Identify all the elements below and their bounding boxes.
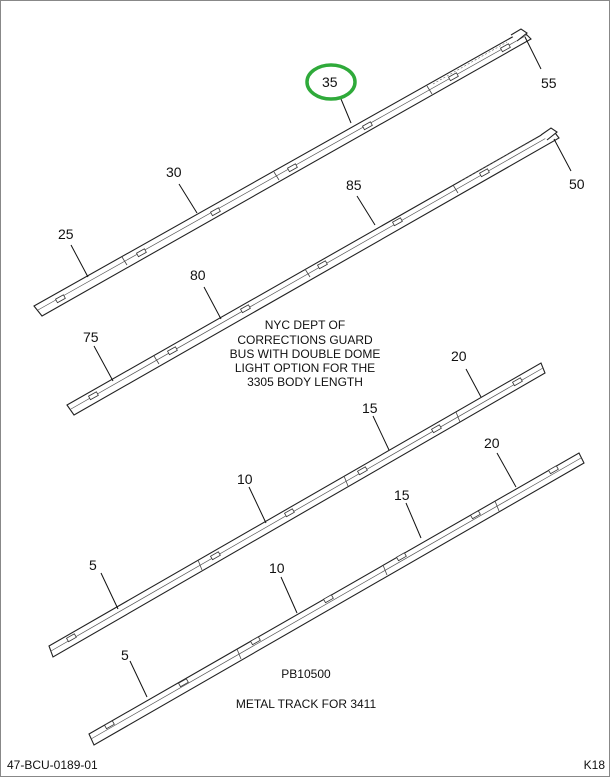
callout-15-a: 15	[362, 400, 378, 416]
callout-25: 25	[58, 226, 74, 242]
callout-75: 75	[83, 329, 99, 345]
parts-diagram	[1, 1, 610, 778]
callout-5-a: 5	[89, 557, 97, 573]
callout-20-b: 20	[484, 435, 500, 451]
document-id: 47-BCU-0189-01	[7, 758, 98, 772]
rail-1	[34, 29, 531, 316]
diagram-caption: METAL TRACK FOR 3411	[235, 697, 377, 711]
note-line-2: CORRECTIONS GUARD	[237, 333, 373, 347]
callout-80: 80	[190, 267, 206, 283]
note-line-4: LIGHT OPTION FOR THE	[234, 361, 376, 375]
note-line-5: 3305 BODY LENGTH	[247, 375, 363, 389]
callout-20-a: 20	[451, 348, 467, 364]
callout-15-b: 15	[394, 487, 410, 503]
part-number-label: PB10500	[281, 667, 331, 681]
callout-30: 30	[166, 164, 182, 180]
application-note	[230, 318, 381, 389]
page-label: K18	[583, 758, 605, 772]
callout-85: 85	[346, 177, 362, 193]
callout-35: 35	[322, 74, 338, 90]
callout-5-b: 5	[121, 647, 129, 663]
callout-55: 55	[541, 75, 557, 91]
callout-10-a: 10	[237, 471, 253, 487]
callout-50: 50	[569, 176, 585, 192]
callout-10-b: 10	[269, 560, 285, 576]
note-line-1: NYC DEPT OF	[264, 318, 346, 332]
note-line-3: BUS WITH DOUBLE DOME	[229, 347, 381, 361]
